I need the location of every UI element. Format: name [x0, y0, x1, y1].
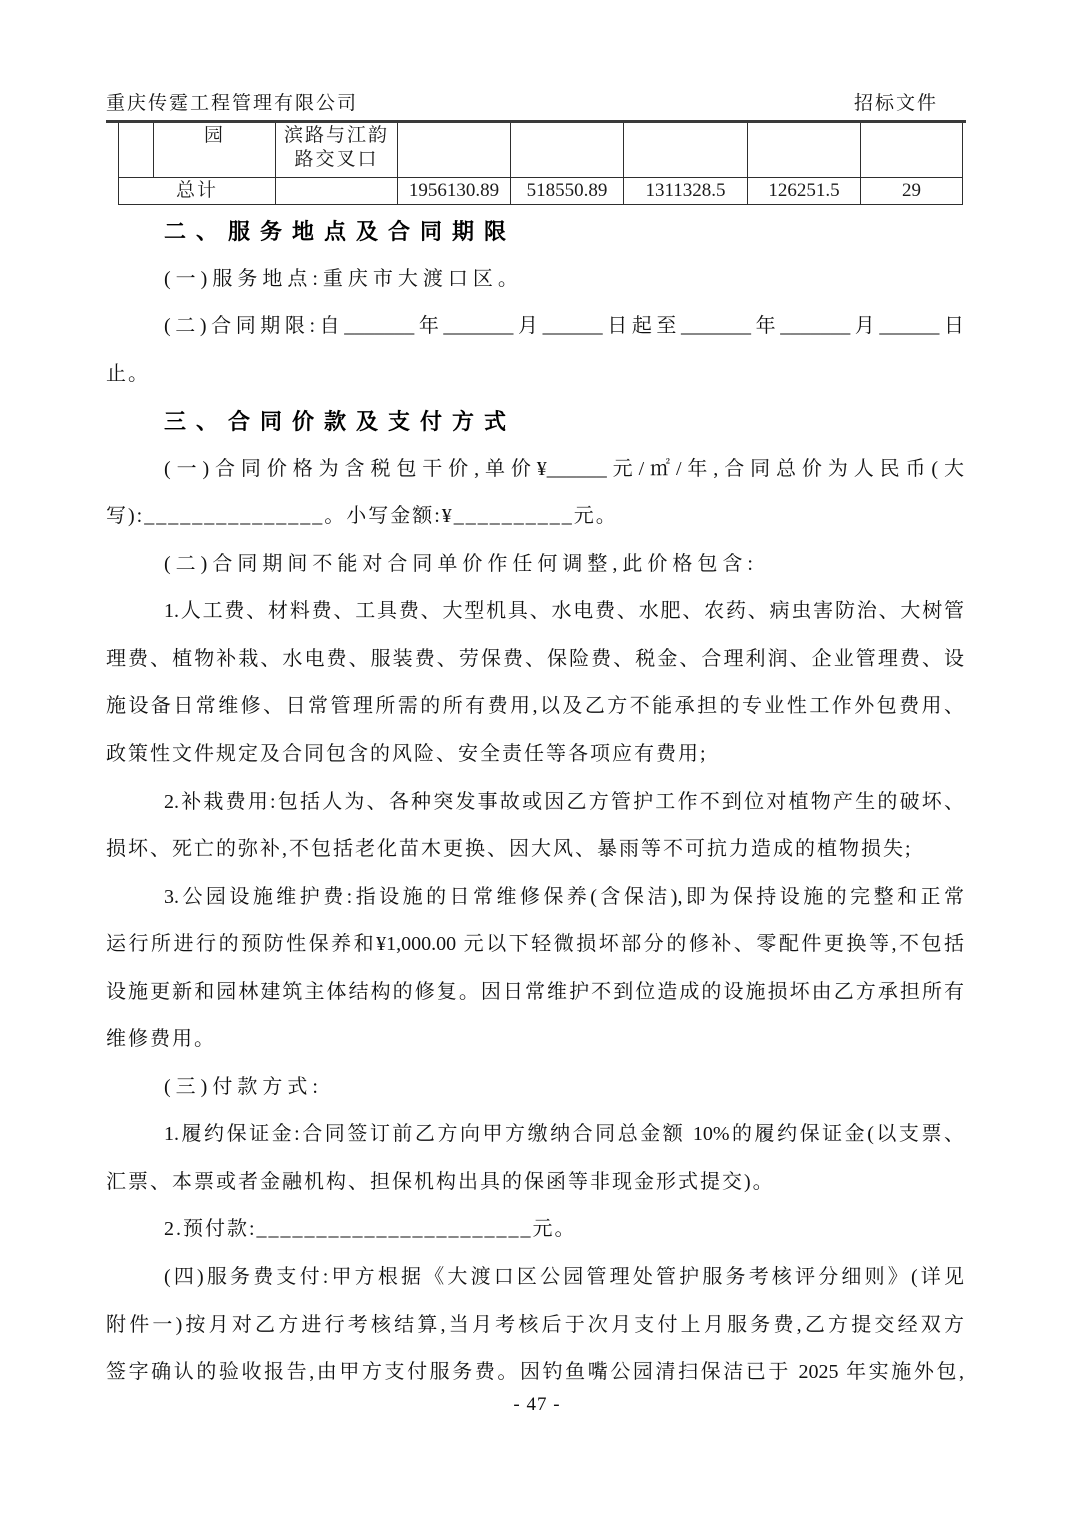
- table-cell-total-3: 1311328.5: [624, 178, 748, 205]
- body-line: 理费、植物补栽、水电费、服装费、劳保费、保险费、税金、合理利润、企业管理费、设: [106, 647, 964, 670]
- section-heading-contract-price: 三、合同价款及支付方式: [164, 409, 517, 435]
- body-line: (三)付款方式:: [164, 1075, 323, 1098]
- header-company-name: 重庆传霆工程管理有限公司: [106, 93, 359, 114]
- body-line: 3.公园设施维护费:指设施的日常维修保养(含保洁),即为保持设施的完整和正常: [164, 885, 964, 908]
- table-row-total: [119, 178, 963, 205]
- table-cell-empty: [398, 123, 511, 178]
- cost-summary-table: [118, 123, 963, 205]
- body-line: 附件一)按月对乙方进行考核结算,当月考核后于次月支付上月服务费,乙方提交经双方: [106, 1313, 964, 1336]
- location-line1: 滨路与江韵: [283, 125, 389, 146]
- body-line: (二)合同期间不能对合同单价作任何调整,此价格包含:: [164, 552, 758, 575]
- table-cell-total-label: 总计: [119, 178, 276, 205]
- location-line2: 路交叉口: [294, 149, 379, 170]
- page-header: [106, 88, 966, 123]
- body-line: 政策性文件规定及合同包含的风险、安全责任等各项应有费用;: [106, 743, 708, 766]
- table-cell-empty: [861, 123, 963, 178]
- section-heading-service-location: 二、服务地点及合同期限: [164, 219, 517, 244]
- body-line: 汇票、本票或者金融机构、担保机构出具的保函等非现金形式提交)。: [106, 1170, 775, 1193]
- body-line: 1.人工费、材料费、工具费、大型机具、水电费、水肥、农药、病虫害防治、大树管: [164, 600, 964, 623]
- body-line: 维修费用。: [106, 1028, 216, 1051]
- body-line: 损坏、死亡的弥补,不包括老化苗木更换、因大风、暴雨等不可抗力造成的植物损失;: [106, 838, 913, 861]
- header-doc-type: 招标文件: [853, 93, 938, 114]
- body-line: (一)服务地点:重庆市大渡口区。: [164, 267, 523, 290]
- contract-body-text: [106, 208, 964, 1397]
- body-line: 2.补栽费用:包括人为、各种突发事故或因乙方管护工作不到位对植物产生的破坏、: [164, 790, 964, 813]
- table-cell-empty: [119, 123, 154, 178]
- table-cell-total-4: 126251.5: [748, 178, 861, 205]
- table-cell-total-1: 1956130.89: [398, 178, 511, 205]
- body-line: 写):_______________。小写金额:¥__________元。: [106, 505, 618, 528]
- body-line: 设施更新和园林建筑主体结构的修复。因日常维护不到位造成的设施损坏由乙方承担所有: [106, 980, 964, 1003]
- table-cell-empty: [511, 123, 624, 178]
- body-line: (一)合同价格为含税包干价,单价¥______元/㎡/年,合同总价为人民币(大: [164, 457, 964, 480]
- table-cell-park-name: 园: [154, 123, 276, 178]
- body-line: 止。: [106, 362, 150, 385]
- table-cell-empty: [276, 178, 398, 205]
- table-cell-empty: [748, 123, 861, 178]
- table-cell-total-2: 518550.89: [511, 178, 624, 205]
- body-line: 施设备日常维修、日常管理所需的所有费用,以及乙方不能承担的专业性工作外包费用、: [106, 695, 964, 718]
- body-line: 运行所进行的预防性保养和¥1,000.00 元以下轻微损坏部分的修补、零配件更换等,不包括: [106, 933, 964, 956]
- table-row-park: [119, 123, 963, 178]
- table-cell-total-5: 29: [861, 178, 963, 205]
- body-line: (二)合同期限:自_______年_______月______日起至_______年_______月______日: [164, 315, 964, 338]
- body-line: 1.履约保证金:合同签订前乙方向甲方缴纳合同总金额 10%的履约保证金(以支票、: [164, 1123, 964, 1146]
- body-line: 签字确认的验收报告,由甲方支付服务费。因钓鱼嘴公园清扫保洁已于 2025 年实施外包,: [106, 1361, 964, 1384]
- body-line: 2.预付款:_______________________元。: [164, 1218, 577, 1241]
- body-line: (四)服务费支付:甲方根据《大渡口区公园管理处管护服务考核评分细则》(详见: [164, 1266, 964, 1289]
- table-cell-location: [276, 123, 398, 178]
- table-cell-empty: [624, 123, 748, 178]
- page-number: - 47 -: [513, 1394, 561, 1415]
